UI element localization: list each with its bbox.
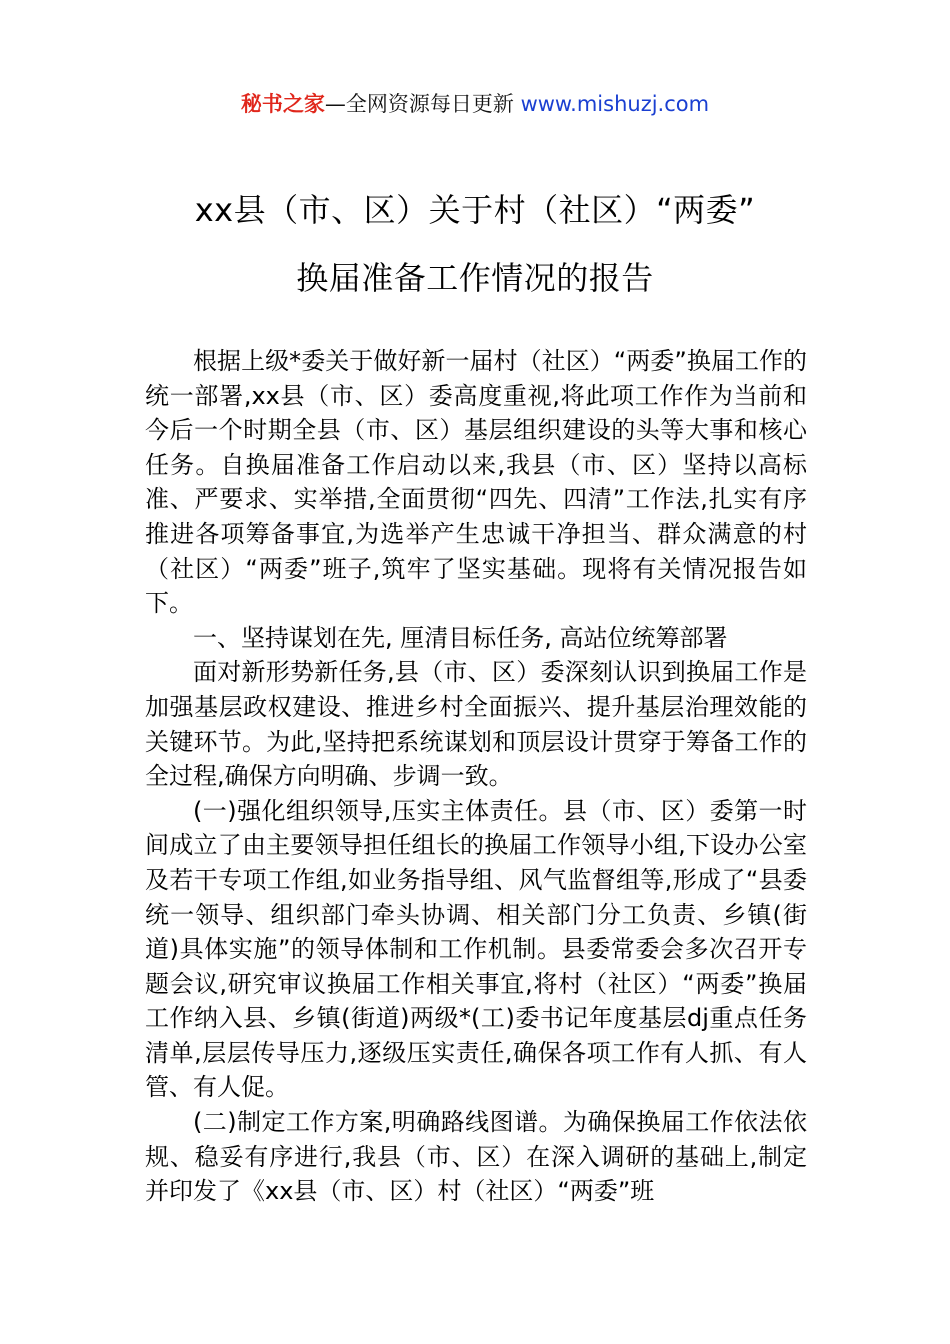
site-tagline: —全网资源每日更新 (324, 92, 521, 116)
document-title-line-2: 换届准备工作情况的报告 (296, 259, 654, 297)
section-heading-1: 一、坚持谋划在先, 厘清目标任务, 高站位统筹部署 (193, 623, 728, 652)
document-title-line-1: xx县（市、区）关于村（社区）“两委” (194, 191, 756, 229)
site-header (0, 88, 950, 120)
document-body (145, 344, 807, 1209)
site-brand: 秘书之家 (240, 92, 325, 116)
paragraph-intro: 根据上级*委关于做好新一届村（社区）“两委”换届工作的统一部署,xx县（市、区）委高度重视,将此项工作作为当前和今后一个时期全县（市、区）基层组织建设的头等大事和核心任务。自换届准备工作启动以来,我县（市、区）坚持以高标准、严要求、实举措,全面贯彻“四先、四清”工作法,扎实有序推进各项筹备事宜,为选举产生忠诚干净担当、群众满意的村（社区）“两委”班子,筑牢了坚实基础。现将有关情况报告如下。 (145, 347, 807, 618)
paragraph-item-1: (一)强化组织领导,压实主体责任。县（市、区）委第一时间成立了由主要领导担任组长的换届工作领导小组,下设办公室及若干专项工作组,如业务指导组、风气监督组等,形成了“县委统一领导、组织部门牵头协调、相关部门分工负责、乡镇(街道)具体实施”的领导体制和工作机制。县委常委会多次召开专题会议,研究审议换届工作相关事宜,将村（社区）“两委”换届工作纳入县、乡镇(街道)两级*(工)委书记年度基层dj重点任务清单,层层传导压力,逐级压实责任,确保各项工作有人抓、有人管、有人促。 (145, 796, 807, 1102)
paragraph-item-2: (二)制定工作方案,明确路线图谱。为确保换届工作依法依规、稳妥有序进行,我县（市、区）在深入调研的基础上,制定并印发了《xx县（市、区）村（社区）“两委”班 (145, 1108, 807, 1206)
site-url-link[interactable]: www.mishuzj.com (520, 92, 710, 116)
paragraph-section-1: 面对新形势新任务,县（市、区）委深刻认识到换届工作是加强基层政权建设、推进乡村全面振兴、提升基层治理效能的关键环节。为此,坚持把系统谋划和顶层设计贯穿于筹备工作的全过程,确保方向明确、步调一致。 (145, 658, 807, 791)
